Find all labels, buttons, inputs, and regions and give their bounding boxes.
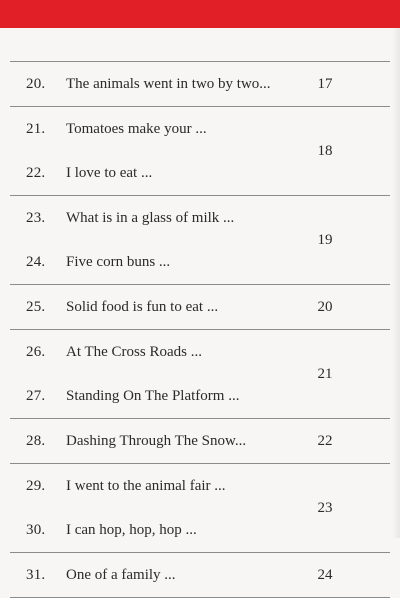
page-number: 22 (317, 432, 333, 449)
entry-number: 29. (26, 478, 46, 494)
toc-group (10, 61, 390, 106)
entry-number: 31. (26, 567, 46, 583)
toc-group (10, 552, 390, 598)
toc-group (10, 106, 390, 195)
entry-number: 23. (26, 210, 46, 226)
page-number: 23 (317, 499, 333, 516)
entry-number: 28. (26, 433, 46, 449)
entry-number: 26. (26, 344, 46, 360)
toc-group (10, 418, 390, 463)
entry-title: Tomatoes make your ... (66, 121, 207, 137)
entry-title: Dashing Through The Snow... (66, 433, 247, 449)
entry-number: 25. (26, 299, 46, 315)
page-number: 18 (317, 142, 333, 159)
page-edge-shadow (392, 28, 400, 538)
toc-group (10, 329, 390, 418)
entry-title: I can hop, hop, hop ... (66, 522, 197, 538)
entry-title: At The Cross Roads ... (66, 344, 202, 360)
entry-title: One of a family ... (66, 567, 176, 583)
entry-number: 22. (26, 165, 46, 181)
page-number: 19 (317, 231, 333, 248)
page-number: 21 (317, 365, 333, 382)
page-number: 24 (317, 566, 333, 583)
page-number: 17 (317, 75, 333, 92)
entry-number: 24. (26, 254, 46, 270)
toc-group (10, 195, 390, 284)
page-number: 20 (317, 298, 333, 315)
entry-title: Five corn buns ... (66, 254, 171, 270)
entry-title: Solid food is fun to eat ... (66, 299, 219, 315)
entry-number: 20. (26, 76, 46, 92)
entry-title: I went to the animal fair ... (66, 478, 226, 494)
entry-title: I love to eat ... (66, 165, 153, 181)
toc-group (10, 463, 390, 552)
entry-title: The animals went in two by two... (66, 76, 271, 92)
red-header-band (0, 0, 400, 28)
entry-number: 21. (26, 121, 46, 137)
entry-number: 27. (26, 388, 46, 404)
toc-group (10, 284, 390, 329)
table-of-contents (10, 61, 390, 598)
entry-title: What is in a glass of milk ... (66, 210, 235, 226)
entry-title: Standing On The Platform ... (66, 388, 240, 404)
entry-number: 30. (26, 522, 46, 538)
